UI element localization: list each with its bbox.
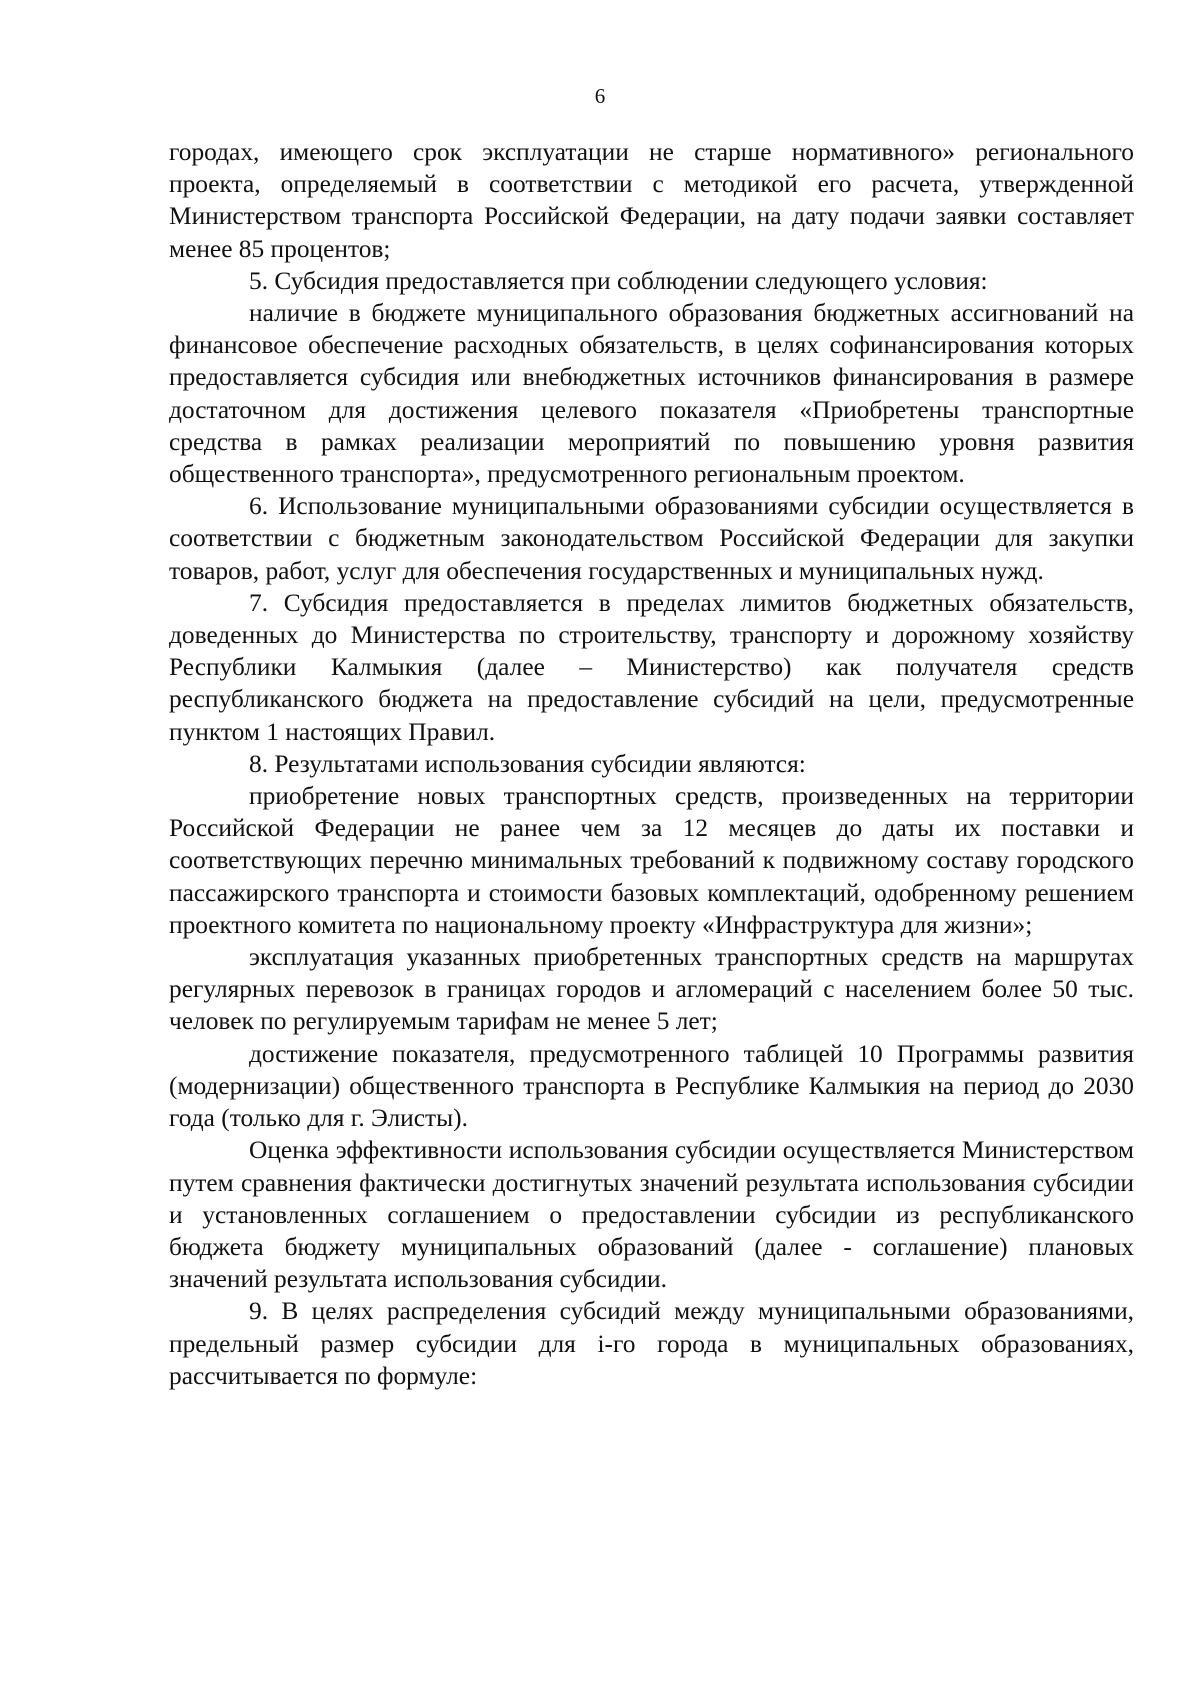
paragraph-result-indicator: достижение показателя, предусмотренного таблицей 10 Программы развития (модернизации) общественного транспорта в Республике Калмыкия на период до 2030 года (только для г. Элисты). <box>169 1039 1134 1133</box>
paragraph-result-operation: эксплуатация указанных приобретенных транспортных средств на маршрутах регулярных перевозок в границах городов и агломераций с населением более 50 тыс. человек по регулируемым тарифам не менее 5 лет; <box>169 943 1134 1036</box>
paragraph-result-purchase: приобретение новых транспортных средств, произведенных на территории Российской Федерации не ранее чем за 12 месяцев до даты их поставки и соответствующих перечню минимальных требований к подвижному составу городского пассажирского транспорта и стоимости базовых комплектаций, одобренному решением проектного комитета по национальному проекту «Инфраструктура для жизни»; <box>169 782 1134 939</box>
paragraph-item-6: 6. Использование муниципальными образованиями субсидии осуществляется в соответствии с бюджетным законодательством Российской Федерации для закупки товаров, работ, услуг для обеспечения государственных и муниципальных нужд. <box>169 492 1134 585</box>
paragraph-item-9: 9. В целях распределения субсидий между муниципальными образованиями, предельный размер субсидии для i-го города в муниципальных образованиях, рассчитывается по формуле: <box>169 1297 1134 1390</box>
paragraph-item-8: 8. Результатами использования субсидии являются: <box>249 749 806 778</box>
document-body <box>169 136 1134 1392</box>
paragraph-condition: наличие в бюджете муниципального образования бюджетных ассигнований на финансовое обеспечение расходных обязательств, в целях софинансирования которых предоставляется субсидия или внебюджетных источников финансирования в размере достаточном для достижения целевого показателя «Приобретены транспортные средства в рамках реализации мероприятий по повышению уровня развития общественного транспорта», предусмотренного региональным проектом. <box>169 299 1134 489</box>
paragraph-efficiency-assessment: Оценка эффективности использования субсидии осуществляется Министерством путем сравнения фактически достигнутых значений результата использования субсидии и установленных соглашением о предоставлении субсидии из республиканского бюджета бюджету муниципальных образований (далее - соглашение) плановых значений результата использования субсидии. <box>169 1136 1134 1294</box>
paragraph-continuation: городах, имеющего срок эксплуатации не старше нормативного» регионального проекта, определяемый в соответствии с методикой его расчета, утвержденной Министерством транспорта Российской Федерации, на дату подачи заявки составляет менее 85 процентов; <box>169 138 1134 263</box>
paragraph-item-5: 5. Субсидия предоставляется при соблюдении следующего условия: <box>249 266 988 295</box>
page-number: 6 <box>594 84 606 108</box>
paragraph-item-7: 7. Субсидия предоставляется в пределах лимитов бюджетных обязательств, доведенных до Министерства по строительству, транспорту и дорожному хозяйству Республики Калмыкия (далее – Министерство) как получателя средств республиканского бюджета на предоставление субсидий на цели, предусмотренные пунктом 1 настоящих Правил. <box>169 588 1134 746</box>
